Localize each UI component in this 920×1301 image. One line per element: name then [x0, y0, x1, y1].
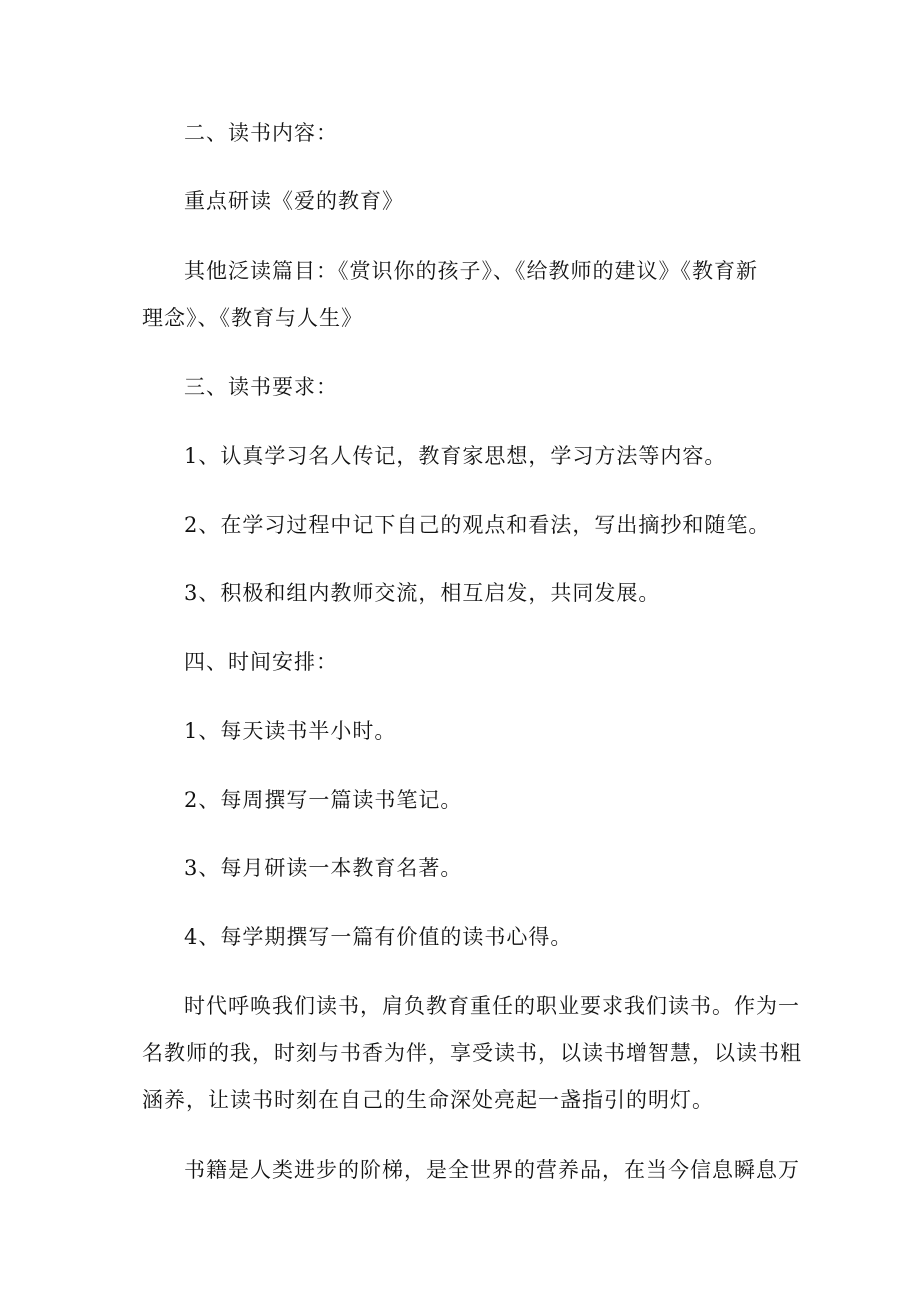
- schedule-item-3: 3、每月研读一本教育名著。: [184, 856, 463, 880]
- section4-heading: 四、时间安排：: [184, 650, 338, 674]
- schedule-item-1: 1、每天读书半小时。: [184, 719, 397, 743]
- paragraph1-line-1: 时代呼唤我们读书，肩负教育重任的职业要求我们读书。作为一: [184, 994, 800, 1018]
- focus-reading-line: 重点研读《爱的教育》: [184, 189, 404, 213]
- section2-heading: 二、读书内容：: [184, 121, 338, 145]
- paragraph1-line-2: 名教师的我，时刻与书香为伴，享受读书，以读书增智慧，以读书粗: [142, 1041, 802, 1065]
- paragraph1-line-3: 涵养，让读书时刻在自己的生命深处亮起一盏指引的明灯。: [142, 1088, 714, 1112]
- other-reading-line-2: 理念》、《教育与人生》: [142, 306, 363, 330]
- paragraph2-line-1: 书籍是人类进步的阶梯，是全世界的营养品，在当今信息瞬息万: [184, 1158, 800, 1182]
- other-reading-line-1: 其他泛读篇目：《赏识你的孩子》、《给教师的建议》《教育新: [184, 259, 758, 283]
- requirement-item-2: 2、在学习过程中记下自己的观点和看法，写出摘抄和随笔。: [184, 513, 771, 537]
- schedule-item-4: 4、每学期撰写一篇有价值的读书心得。: [184, 925, 573, 949]
- requirement-item-1: 1、认真学习名人传记，教育家思想，学习方法等内容。: [184, 444, 727, 468]
- section3-heading: 三、读书要求：: [184, 375, 338, 399]
- schedule-item-2: 2、每周撰写一篇读书笔记。: [184, 788, 463, 812]
- requirement-item-3: 3、积极和组内教师交流，相互启发，共同发展。: [184, 581, 661, 605]
